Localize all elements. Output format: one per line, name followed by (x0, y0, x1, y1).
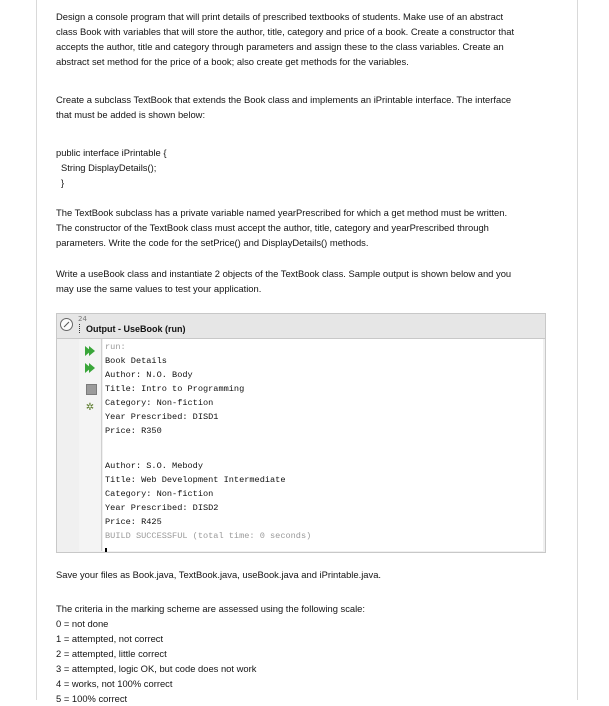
code-line: } (61, 177, 65, 188)
text-line: 3 = attempted, logic OK, but code does not work (56, 663, 257, 674)
text-line: 0 = not done (56, 618, 109, 629)
text-line: Create a subclass TextBook that extends the Book class and implements an iPrintable interface. The interface (56, 94, 512, 105)
stop-icon[interactable] (86, 384, 97, 395)
text-line: that must be added is shown below: (56, 109, 206, 120)
textbook-paragraph (56, 205, 566, 250)
save-files-paragraph: Save your files as Book.java, TextBook.java, useBook.java and iPrintable.java. (56, 569, 382, 580)
subclass-paragraph (56, 92, 566, 122)
settings-icon[interactable]: ✲ (85, 402, 95, 413)
task-description-paragraph (56, 9, 566, 69)
console-line: Price: R425 (105, 517, 162, 527)
text-line: The criteria in the marking scheme are assessed using the following scale: (56, 603, 366, 614)
text-line: 4 = works, not 100% correct (56, 678, 173, 689)
text-cursor (105, 548, 107, 552)
console-line: Title: Intro to Programming (105, 384, 245, 394)
output-title: Output - UseBook (run) (79, 324, 186, 334)
text-line: 5 = 100% correct (56, 693, 128, 704)
console-line: Category: Non-fiction (105, 398, 214, 408)
text-line: 2 = attempted, little correct (56, 648, 167, 659)
text-line: 1 = attempted, not correct (56, 633, 164, 644)
console-line: run: (105, 342, 126, 352)
output-window-screenshot (56, 313, 546, 553)
console-line: Author: N.O. Body (105, 370, 193, 380)
console-line: Author: S.O. Mebody (105, 461, 203, 471)
text-line: Design a console program that will print details of prescribed textbooks of students. Make use of an abstract (56, 11, 504, 22)
code-line: public interface iPrintable { (56, 147, 167, 158)
text-line: may use the same values to test your application. (56, 283, 262, 294)
rerun-with-options-icon[interactable] (84, 362, 96, 374)
marking-scale-paragraph (56, 601, 566, 706)
text-line: Write a useBook class and instantiate 2 objects of the TextBook class. Sample output is shown below and you (56, 268, 512, 279)
console-line: Title: Web Development Intermediate (105, 475, 286, 485)
console-output (103, 339, 543, 551)
text-line: The constructor of the TextBook class must accept the author, title, category and yearPrescribed through (56, 222, 489, 233)
usebook-paragraph (56, 266, 566, 296)
console-line: Book Details (105, 356, 167, 366)
text-line: accepts the author, title and category through parameters and assign these to the class variables. Create an (56, 41, 504, 52)
text-line: class Book with variables that will store the author, title, category and price of a book. Create a constructor that (56, 26, 515, 37)
console-line: Year Prescribed: DISD1 (105, 412, 219, 422)
code-line: String DisplayDetails(); (61, 162, 157, 173)
console-line: BUILD SUCCESSFUL (total time: 0 seconds) (105, 531, 312, 541)
output-toolbar (79, 339, 102, 551)
close-icon[interactable] (60, 318, 73, 331)
rerun-icon[interactable] (84, 345, 96, 357)
console-line: Year Prescribed: DISD2 (105, 503, 219, 513)
output-titlebar (57, 314, 545, 339)
line-number: 24 (78, 315, 87, 323)
interface-code-block (56, 145, 566, 190)
text-line: abstract set method for the price of a book; also create get methods for the variables. (56, 56, 409, 67)
console-line: Price: R350 (105, 426, 162, 436)
console-line: Category: Non-fiction (105, 489, 214, 499)
text-line: parameters. Write the code for the setPrice() and DisplayDetails() methods. (56, 237, 369, 248)
text-line: The TextBook subclass has a private variable named yearPrescribed for which a get method must be written. (56, 207, 508, 218)
